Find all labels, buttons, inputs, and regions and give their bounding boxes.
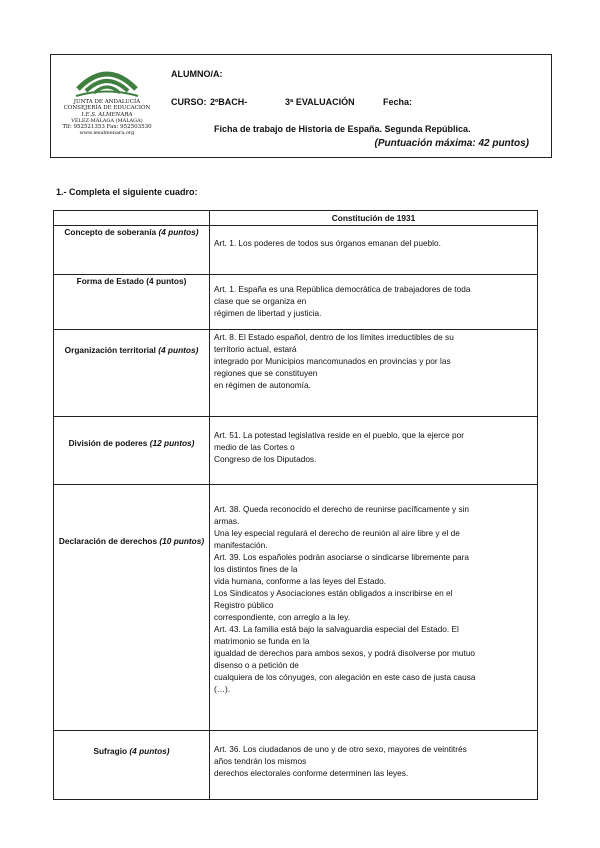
row-label-cell xyxy=(54,226,210,275)
row-label: Forma de Estado (4 puntos) xyxy=(76,276,187,286)
question-1: 1.- Completa el siguiente cuadro: xyxy=(56,187,198,197)
content-line: Congreso de los Diputados. xyxy=(214,454,317,464)
junta-andalucia-emblem-icon xyxy=(72,59,142,99)
evaluacion: 3ª EVALUACIÓN xyxy=(285,97,355,107)
empty-header-cell xyxy=(54,211,210,226)
column-header: Constitución de 1931 xyxy=(210,211,538,226)
alumno-label: ALUMNO/A: xyxy=(171,69,223,79)
content-line: Una ley especial regulará el derecho de reunión al aire libre y el de xyxy=(214,528,460,538)
row-label: Concepto de soberanía xyxy=(64,227,157,237)
content-line: en régimen de autonomía. xyxy=(214,380,311,390)
row-label-cell xyxy=(54,485,210,731)
content-line: derechos electorales conforme determinen las leyes. xyxy=(214,768,409,778)
content-line: Art. 1. España es una República democrática de trabajadores de toda xyxy=(214,284,471,294)
content-line: (…). xyxy=(214,684,231,694)
row-label-cell xyxy=(54,417,210,485)
content-line: años tendrán los mismos xyxy=(214,756,307,766)
content-line: Art. 38. Queda reconocido el derecho de reunirse pacíficamente y sin xyxy=(214,504,470,514)
content-line: Registro público xyxy=(214,600,274,610)
content-line: matrimonio se funda en la xyxy=(214,636,310,646)
table-row xyxy=(54,731,538,800)
ficha-title: Ficha de trabajo de Historia de España. Segunda República. xyxy=(214,124,471,134)
logo-line-town: VÉLEZ-MÁLAGA (MÁLAGA) xyxy=(71,117,143,124)
content-line: cualquiera de los cónyuges, con alegación en este caso de justa causa xyxy=(214,672,476,682)
logo-line-consejeria: CONSEJERÍA DE EDUCACIÓN xyxy=(63,105,151,112)
content-line: correspondiente, con arreglo a la ley. xyxy=(214,612,350,622)
table-row xyxy=(54,485,538,731)
puntuacion-maxima: (Puntuación máxima: 42 puntos) xyxy=(374,138,529,149)
row-content-cell xyxy=(210,731,538,800)
row-label-cell xyxy=(54,731,210,800)
content-line: integrado por Municipios mancomunados en provincias y por las xyxy=(214,356,451,366)
row-label: Declaración de derechos xyxy=(58,536,158,546)
row-points: (12 puntos) xyxy=(149,438,195,448)
row-content-cell xyxy=(210,417,538,485)
header-box xyxy=(50,54,552,158)
content-line: vida humana, conforme a las leyes del Estado. xyxy=(214,576,387,586)
content-line: manifestación. xyxy=(214,540,268,550)
content-line: los distintos fines de la xyxy=(214,564,298,574)
row-content-cell xyxy=(210,275,538,330)
content-line: Art. 36. Los ciudadanos de uno y de otro sexo, mayores de veintitrés xyxy=(214,744,467,754)
content-line: Art. 1. Los poderes de todos sus órganos emanan del pueblo. xyxy=(214,238,441,248)
row-content-cell xyxy=(210,330,538,417)
row-points: (4 puntos) xyxy=(158,227,199,237)
constitution-table xyxy=(53,210,538,800)
logo-line-ies: I.E.S. ALMENARA xyxy=(81,111,133,118)
content-line: régimen de libertad y justicia. xyxy=(214,308,322,318)
row-content-cell xyxy=(210,485,538,731)
content-line: Art. 51. La potestad legislativa reside en el pueblo, que la ejerce por xyxy=(214,430,464,440)
content-line: territorio actual, estará xyxy=(214,344,297,354)
row-content-cell xyxy=(210,226,538,275)
row-points: (10 puntos) xyxy=(159,536,205,546)
content-line: igualdad de derechos para ambos sexos, y podrá disolverse por mutuo xyxy=(214,648,476,658)
row-label: Sufragio xyxy=(93,746,128,756)
content-line: armas. xyxy=(214,516,240,526)
row-label: Organización territorial xyxy=(64,345,156,355)
content-line: Los Sindicatos y Asociaciones están obligados a inscribirse en el xyxy=(214,588,453,598)
row-label: División de poderes xyxy=(68,438,148,448)
content-line: clase que se organiza en xyxy=(214,296,307,306)
table-row xyxy=(54,330,538,417)
table-row xyxy=(54,417,538,485)
logo-line-junta: JUNTA DE ANDALUCÍA xyxy=(73,99,141,105)
row-label-cell xyxy=(54,330,210,417)
logo-line-web: www.iesalmenara.org xyxy=(79,130,135,137)
curso-label: CURSO: xyxy=(171,97,207,107)
logo-line-phone: Tlf: 952521353 Fax: 952503530 xyxy=(62,124,152,131)
content-line: Art. 43. La familia está bajo la salvaguardia especial del Estado. El xyxy=(214,624,459,634)
row-label-cell xyxy=(54,275,210,330)
table-row xyxy=(54,275,538,330)
fecha-label: Fecha: xyxy=(383,97,413,107)
curso-value: 2ºBACH- xyxy=(210,97,248,107)
content-line: medio de las Cortes o xyxy=(214,442,295,452)
content-line: Art. 39. Los españoles podrán asociarse o sindicarse libremente para xyxy=(214,552,470,562)
row-points: (4 puntos) xyxy=(158,345,199,355)
content-line: Art. 8. El Estado español, dentro de los límites irreductibles de su xyxy=(214,332,454,342)
content-line: disenso o a petición de xyxy=(214,660,299,670)
table-row xyxy=(54,226,538,275)
school-logo xyxy=(57,59,157,155)
content-line: regiones que se constituyen xyxy=(214,368,318,378)
row-points: (4 puntos) xyxy=(129,746,170,756)
